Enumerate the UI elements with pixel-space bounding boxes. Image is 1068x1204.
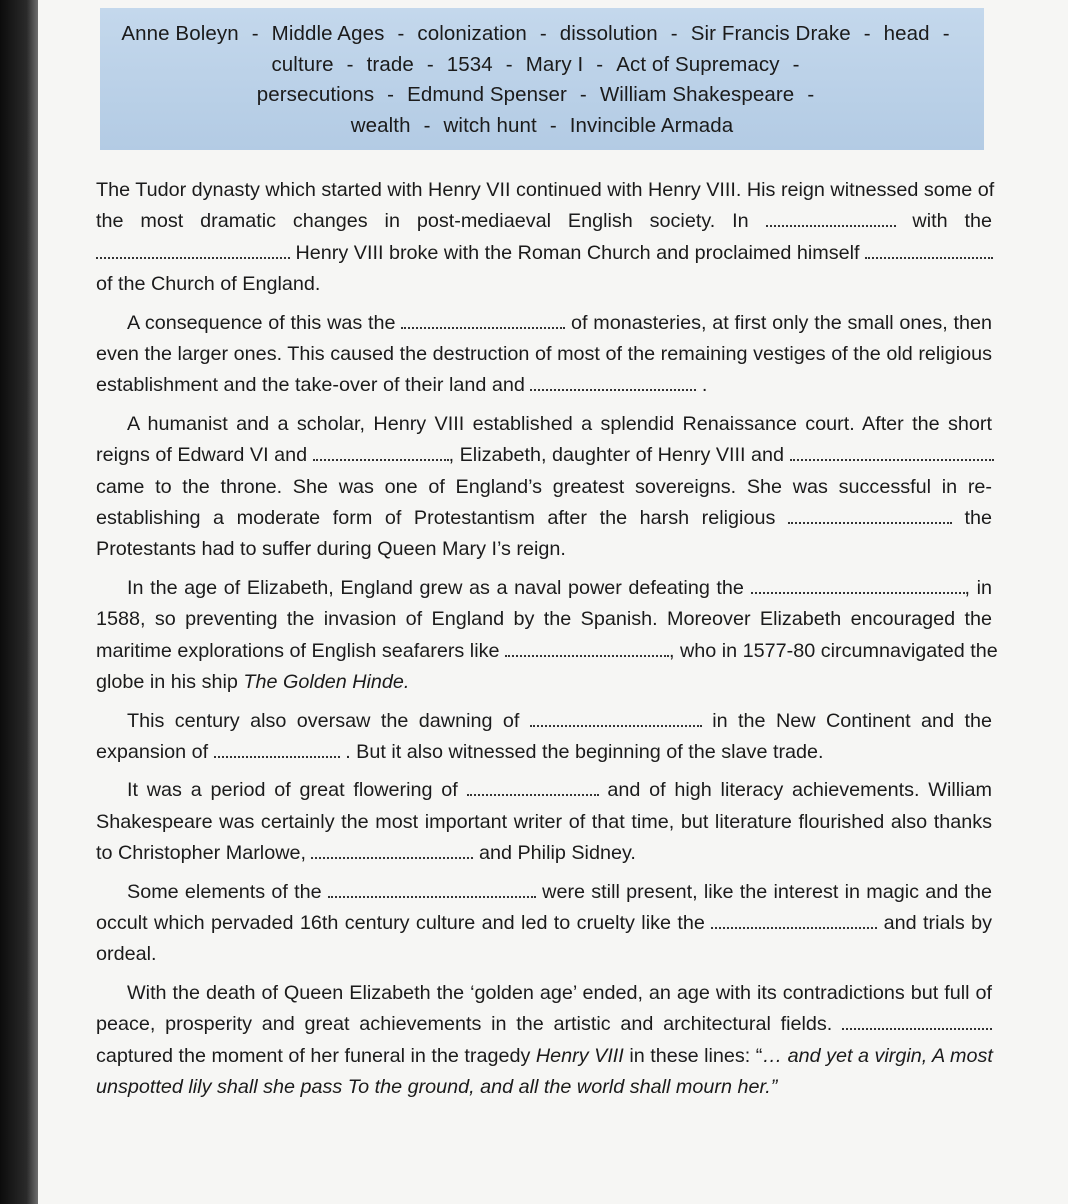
word-bank-separator: - [346,52,354,76]
word-bank-term: persecutions [256,83,375,106]
blank-field[interactable] [467,794,599,796]
text-line: It was a period of great flowering of and of high literacy achievements. William [127,779,993,802]
paragraph-7 [96,877,992,971]
text-line: Protestants had to suffer during Queen Mary I’s reign. [96,538,566,561]
text-line: establishment and the take-over of their land and . [96,374,708,397]
word-bank-separator: - [596,52,604,76]
blank-field[interactable] [766,225,896,227]
text-line: came to the throne. She was one of England’s greatest sovereigns. She was successful in re- [96,475,992,498]
text-line: the most dramatic changes in post-mediaeval English society. In with the [96,210,992,233]
blank-field[interactable] [711,927,877,929]
word-bank-separator: - [579,83,587,106]
text-line: A consequence of this was the of monasteries, at first only the small ones, then [127,311,993,334]
word-bank-term: William Shakespeare [599,83,795,106]
word-bank-term: Edmund Spenser [407,83,567,106]
paragraph-2 [96,308,992,402]
text-line: reigns of Edward VI and , Elizabeth, daughter of Henry VIII and [96,440,992,471]
word-bank [100,8,984,150]
page-edge-shadow [0,0,38,1204]
text-line: occult which pervaded 16th century culture and led to cruelty like the and trials by [96,911,993,934]
word-bank-term: dissolution [559,22,658,45]
blank-field[interactable] [530,389,696,391]
play-title: Henry VIII [535,1044,624,1067]
word-bank-term: wealth [350,113,411,137]
word-bank-separator: - [397,22,405,45]
blank-field[interactable] [842,1028,992,1030]
blank-field[interactable] [505,655,669,657]
word-bank-separator: - [505,52,513,76]
paragraph-8 [96,978,992,1104]
blank-field[interactable] [530,725,702,727]
text-line: even the larger ones. This caused the destruction of most of the remaining vestiges of the old religious [96,343,992,366]
word-bank-separator: - [549,113,557,137]
word-bank-separator: - [423,113,431,137]
text-line: globe in his ship The Golden Hinde. [96,671,410,694]
word-bank-term: 1534 [446,52,493,76]
word-bank-term: Sir Francis Drake [690,22,851,45]
text-line: This century also oversaw the dawning of in the New Continent and the [127,709,992,732]
word-bank-line [108,111,976,142]
paragraph-4 [96,573,998,699]
text-line: expansion of . But it also witnessed the beginning of the slave trade. [96,740,824,763]
word-bank-term: head [883,22,930,45]
word-bank-separator: - [670,22,678,45]
text-line: ordeal. [96,943,157,966]
text-line: establishing a moderate form of Protestantism after the harsh religious the [96,507,993,530]
text-line: A humanist and a scholar, Henry VIII established a splendid Renaissance court. After the short [127,412,992,435]
paragraph-6 [96,775,992,869]
blank-field[interactable] [788,522,952,524]
text-line: With the death of Queen Elizabeth the ‘golden age’ ended, an age with its contradictions but full of [127,981,992,1004]
word-bank-term: Anne Boleyn [121,22,239,45]
word-bank-separator: - [387,83,395,106]
word-bank-term: Mary I [525,52,584,76]
word-bank-separator: - [792,52,800,76]
worksheet-page [38,0,1068,1204]
blank-field[interactable] [865,257,993,259]
word-bank-term: Invincible Armada [569,113,734,137]
blank-field[interactable] [214,756,340,758]
blank-field[interactable] [790,459,994,461]
word-bank-term: Middle Ages [271,22,385,45]
exercise-text [96,175,998,1110]
blank-field[interactable] [751,592,965,594]
blank-field[interactable] [328,896,536,898]
text-line: peace, prosperity and great achievements in the artistic and architectural fields. [96,1009,992,1040]
word-bank-term: culture [271,52,334,76]
word-bank-line [108,19,976,50]
word-bank-term: witch hunt [443,113,537,137]
word-bank-term: trade [366,52,414,76]
text-line: to Christopher Marlowe, and Philip Sidney. [96,842,636,865]
paragraph-1 [96,175,995,301]
text-line: In the age of Elizabeth, England grew as a naval power defeating the , in [127,576,993,599]
word-bank-separator: - [942,22,950,45]
word-bank-separator: - [863,22,871,45]
paragraph-3 [96,409,992,566]
blank-field[interactable] [311,857,473,859]
text-line: of the Church of England. [96,273,321,296]
text-line: 1588, so preventing the invasion of England by the Spanish. Moreover Elizabeth encouraged the [96,608,992,631]
text-line: Henry VIII broke with the Roman Church and proclaimed himself [96,238,992,269]
word-bank-line [108,50,976,81]
quote-line: unspotted lily shall she pass To the ground, and all the world shall mourn her.” [96,1075,778,1098]
blank-field[interactable] [96,257,290,259]
ship-name: The Golden Hinde. [243,671,410,694]
quote-text: … and yet a virgin, A most [762,1044,993,1067]
word-bank-line [108,80,976,111]
paragraph-5 [96,706,992,769]
blank-field[interactable] [313,459,449,461]
text-line: The Tudor dynasty which started with Henry VII continued with Henry VIII. His reign witnessed some of [96,179,995,201]
text-line: maritime explorations of English seafarers like , who in 1577-80 circumnavigated the [96,639,998,662]
word-bank-term: colonization [417,22,527,45]
word-bank-separator: - [251,22,259,45]
word-bank-separator: - [539,22,547,45]
text-line: Shakespeare was certainly the most important writer of that time, but literature flourished also thanks [96,810,992,833]
word-bank-term: Act of Supremacy [616,52,780,76]
word-bank-separator: - [807,83,815,106]
word-bank-separator: - [426,52,434,76]
text-line: captured the moment of her funeral in the tragedy Henry VIII in these lines: “… and yet a virgin, A most [96,1044,993,1067]
text-line: Some elements of the were still present, like the interest in magic and the [127,880,992,903]
blank-field[interactable] [401,327,565,329]
